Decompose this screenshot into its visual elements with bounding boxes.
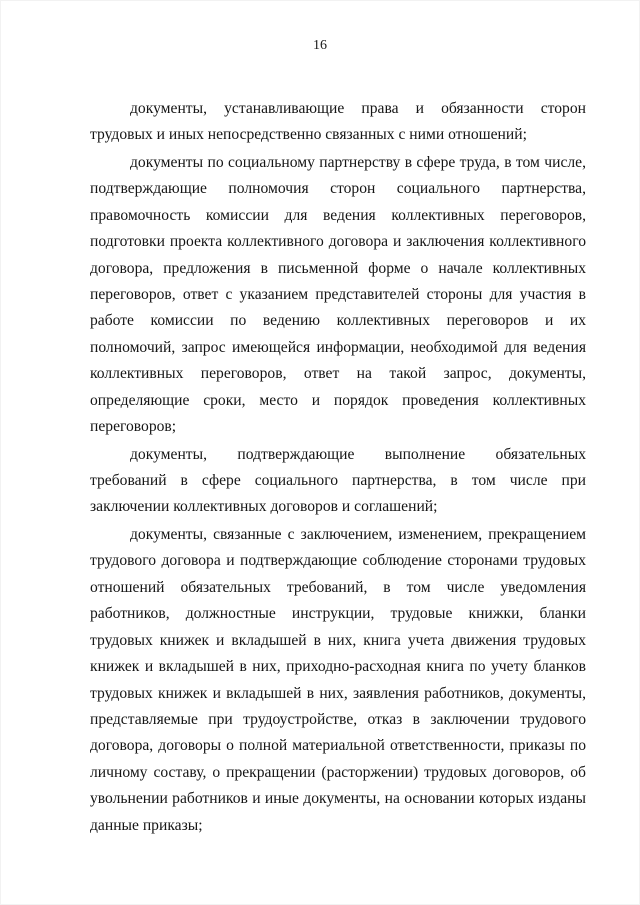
paragraph-mandatory-requirements-documents: документы, подтверждающие выполнение обязательных требований в сфере социального партнерства, в том числе при заключении коллективных договоров и соглашений; <box>90 445 586 516</box>
paragraph-rights-documents: документы, устанавливающие права и обязанности сторон трудовых и иных непосредственно связанных с ними отношений; <box>90 100 586 144</box>
page-number: 16 <box>313 38 327 53</box>
paragraph-labor-contract-documents: документы, связанные с заключением, изменением, прекращением трудового договора и подтверждающие соблюдение сторонами трудовых отношений обязательных требований, в том числе уведомления работников, должностные инструкции, трудовые книжки, бланки трудовых книжек и вкладышей в них, книга учета движения трудовых книжек и вкладышей в них, приходно-расходная книга по учету бланков трудовых книжек и вкладышей в них, заявления работников, документы, представляемые при трудоустройстве, отказ в заключении трудового договора, договоры о полной материальной ответственности, приказы по личному составу, о прекращении (расторжении) трудовых договоров, об увольнении работников и иные документы, на основании которых изданы данные приказы; <box>90 526 586 834</box>
paragraph-social-partnership-documents: документы по социальному партнерству в сфере труда, в том числе, подтверждающие полномочия сторон социального партнерства, правомочность комиссии для ведения коллективных переговоров, подготовки проекта коллективного договора и заключения коллективного договора, предложения в письменной форме о начале коллективных переговоров, ответ с указанием представителей стороны для участия в работе комиссии по ведению коллективных переговоров и их полномочий, запрос имеющейся информации, необходимой для ведения коллективных переговоров, ответ на такой запрос, документы, определяющие сроки, место и порядок проведения коллективных переговоров; <box>90 154 586 436</box>
document-body <box>90 96 586 839</box>
